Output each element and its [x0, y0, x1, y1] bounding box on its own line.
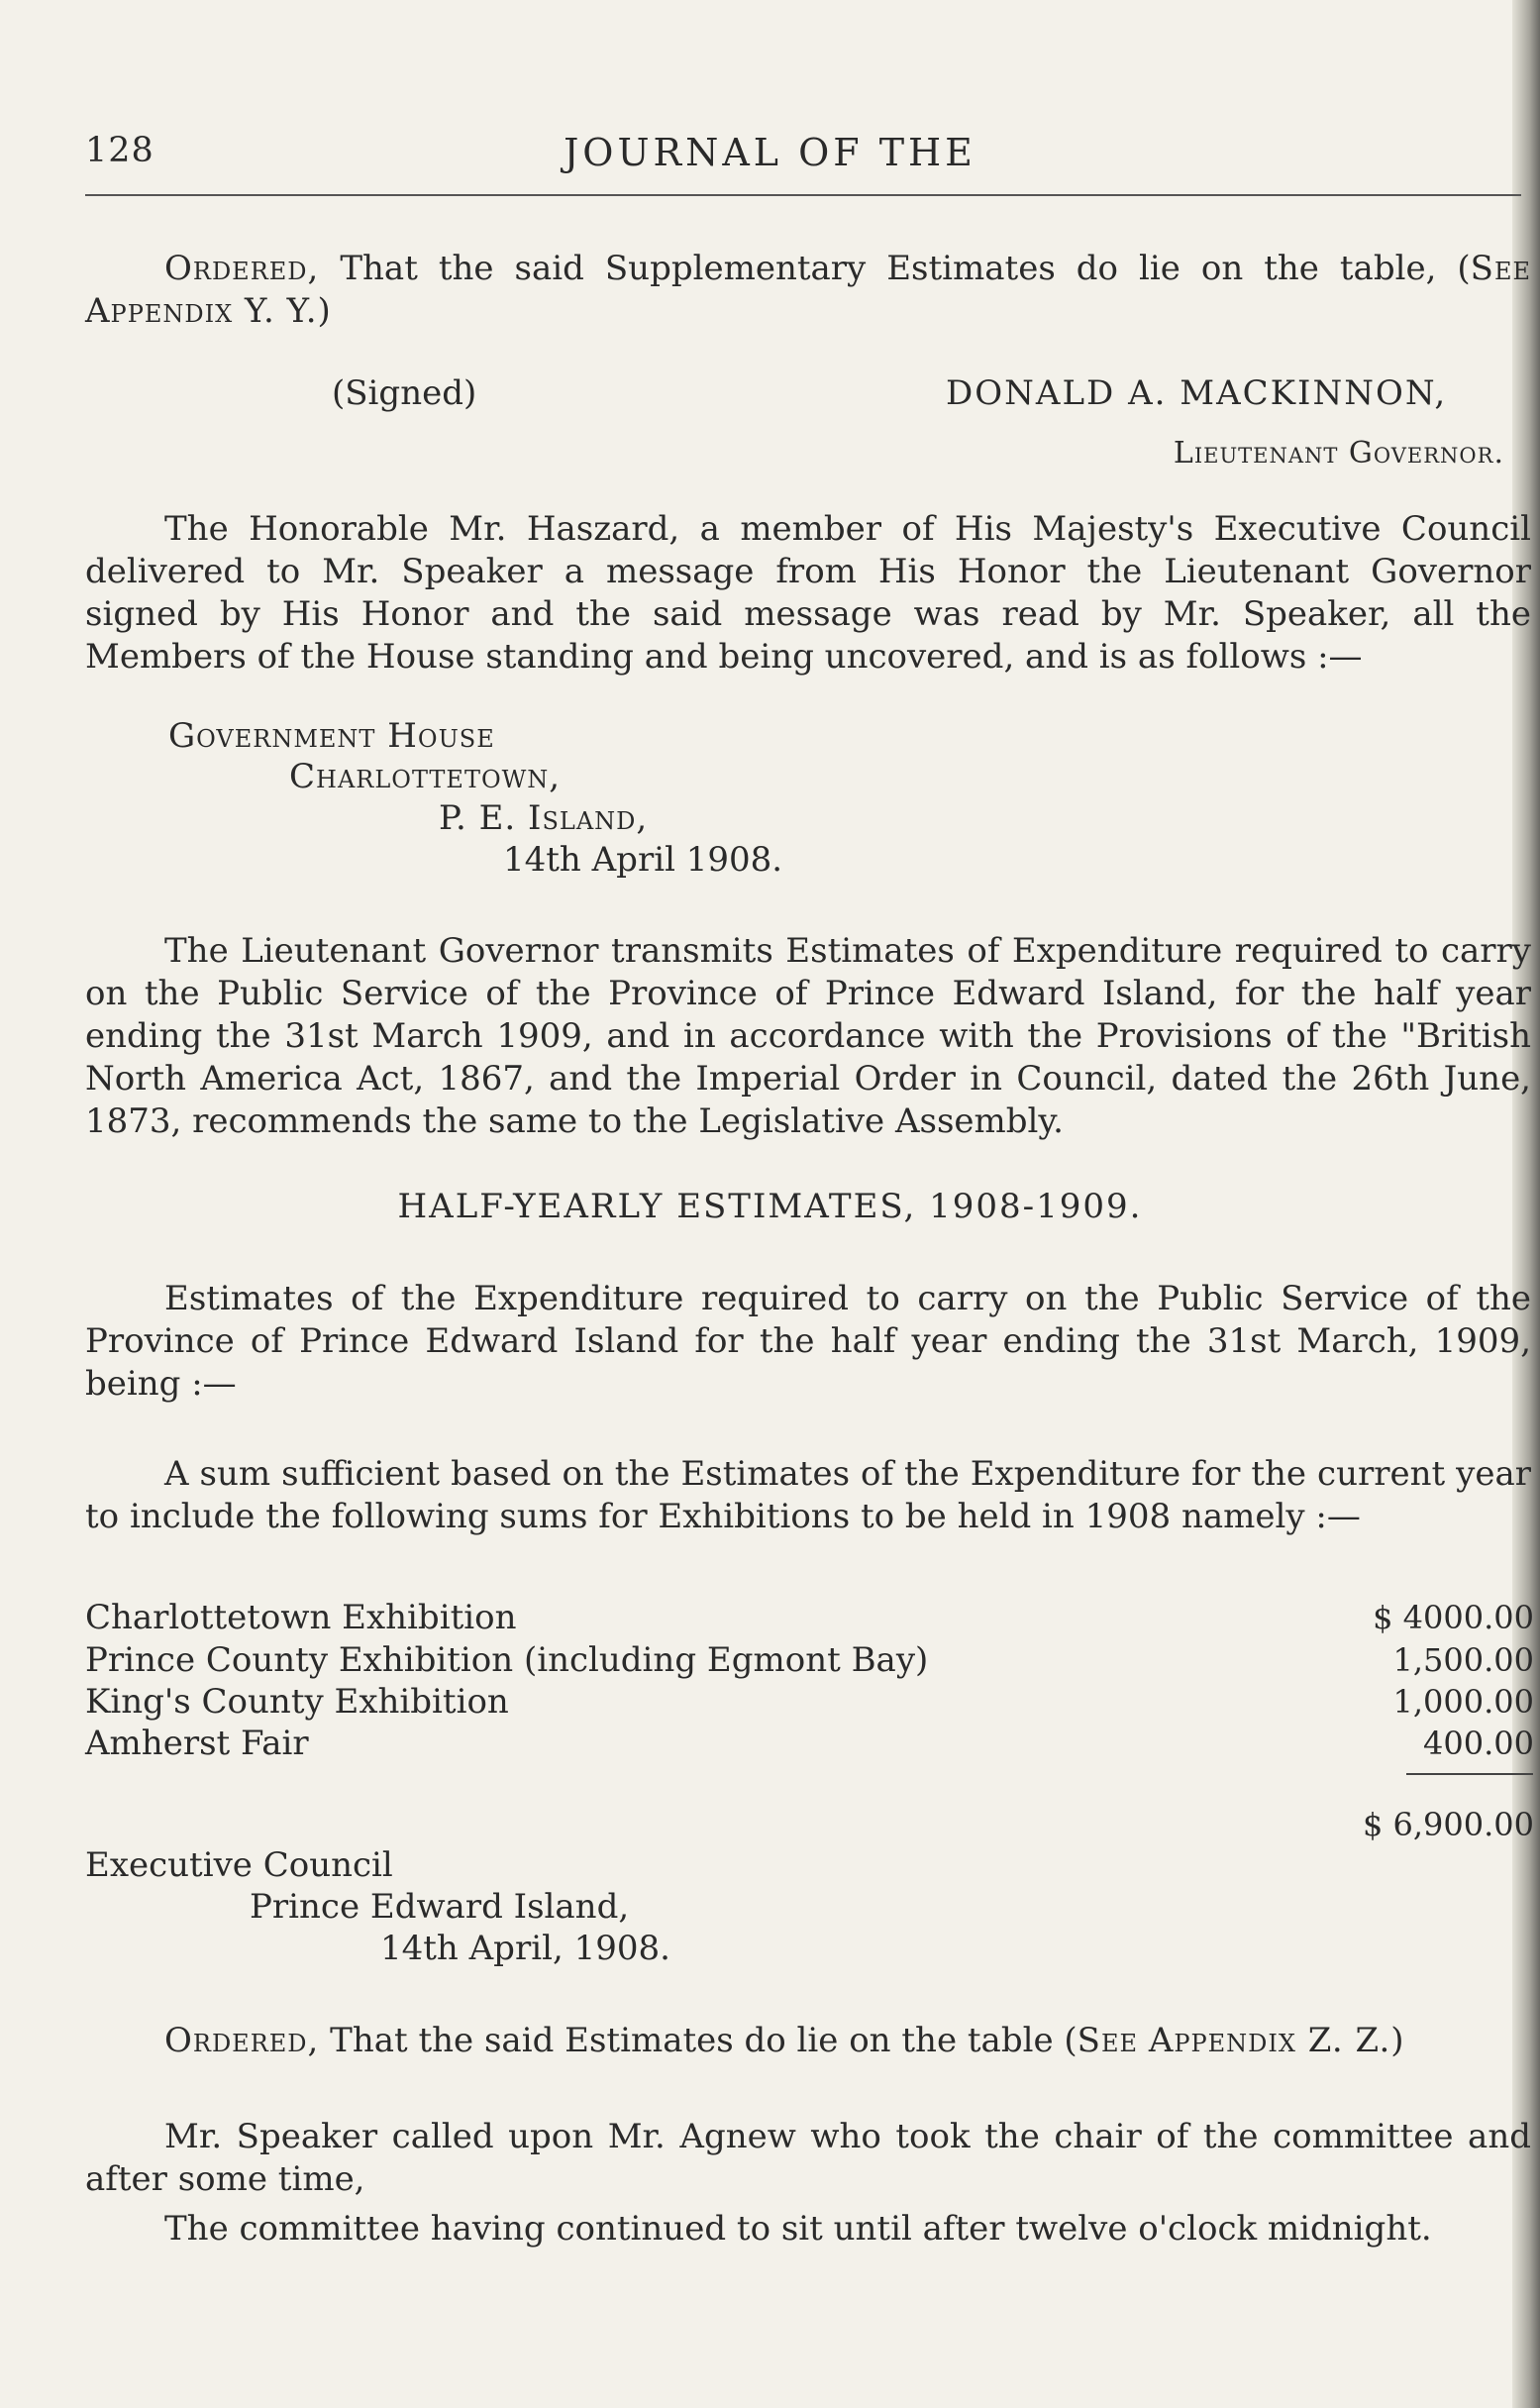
signatory-title: Lieutenant Governor.: [1173, 436, 1504, 471]
appendix-ref: Appendix Z. Z.): [1148, 2021, 1405, 2060]
ordered-label: Ordered,: [164, 249, 320, 288]
header-rule: [85, 194, 1521, 196]
message-intro: The Honorable Mr. Haszard, a member of His Majesty's Executive Council delivered to Mr. Speaker a message from His Honor the Lieutenant Governor signed by His Honor and the said message was read by Mr. Speaker, all the Members of the House standing and being uncovered, and is as follows :—: [85, 509, 1531, 677]
total-rule: [1406, 1773, 1533, 1775]
transmit-paragraph: The Lieutenant Governor transmits Estimates of Expenditure required to carry on the Public Service of the Province of Prince Edward Island, for the half year ending the 31st March 1909, and in accordance with the Provisions of the "British North America Act, 1867, and the Imperial Order in Council, dated the 26th June, 1873, recommends the same to the Legislative Assembly.: [85, 931, 1531, 1141]
see-label: See: [1077, 2021, 1138, 2060]
exhibition-name: Amherst Fair: [85, 1724, 309, 1763]
signed-label: (Signed): [332, 373, 477, 413]
exhibition-name: Prince County Exhibition (including Egmont Bay): [85, 1640, 929, 1680]
address-line-1: Government House: [168, 716, 495, 756]
sum-paragraph: A sum sufficient based on the Estimates of the Expenditure for the current year to include the following sums for Exhibitions to be held in 1908 namely :—: [85, 1454, 1531, 1536]
council-line-2: Prince Edward Island,: [250, 1887, 630, 1927]
total-amount: $ 6,900.00: [1362, 1806, 1534, 1843]
committee-paragraph: The committee having continued to sit until after twelve o'clock midnight.: [164, 2209, 1432, 2249]
address-line-2: Charlottetown,: [289, 757, 562, 796]
ordered-label: Ordered,: [164, 2021, 320, 2060]
estimates-heading: HALF-YEARLY ESTIMATES, 1908-1909.: [397, 1187, 1143, 1226]
council-line-1: Executive Council: [85, 1845, 393, 1885]
exhibition-amount: 400.00: [1423, 1725, 1534, 1762]
exhibition-amount: 1,000.00: [1392, 1683, 1534, 1721]
ordered-text: That the said Supplementary Estimates do lie on the table, (: [340, 249, 1471, 288]
exhibition-amount: 1,500.00: [1392, 1641, 1534, 1679]
address-date: 14th April 1908.: [503, 840, 783, 880]
council-date: 14th April, 1908.: [380, 1929, 670, 1968]
page-number: 128: [85, 131, 154, 170]
appendix-ref: Appendix Y. Y.): [85, 291, 332, 331]
exhibition-name: Charlottetown Exhibition: [85, 1598, 517, 1637]
exhibition-name: King's County Exhibition: [85, 1682, 509, 1722]
ordered-paragraph-1: [85, 248, 1531, 333]
address-line-3: P. E. Island,: [439, 798, 649, 838]
ordered-paragraph-2: [85, 2020, 1531, 2062]
speaker-paragraph: Mr. Speaker called upon Mr. Agnew who took the chair of the committee and after some time,: [85, 2117, 1531, 2199]
ordered-text: That the said Estimates do lie on the table (: [330, 2021, 1078, 2060]
see-label: See: [1470, 249, 1531, 288]
signatory-name: DONALD A. MACKINNON,: [946, 373, 1448, 413]
estimates-paragraph: Estimates of the Expenditure required to carry on the Public Service of the Province of Prince Edward Island for the half year ending the 31st March, 1909, being :—: [85, 1279, 1531, 1404]
exhibition-amount: $ 4000.00: [1373, 1599, 1534, 1636]
running-head: JOURNAL OF THE: [564, 131, 976, 174]
